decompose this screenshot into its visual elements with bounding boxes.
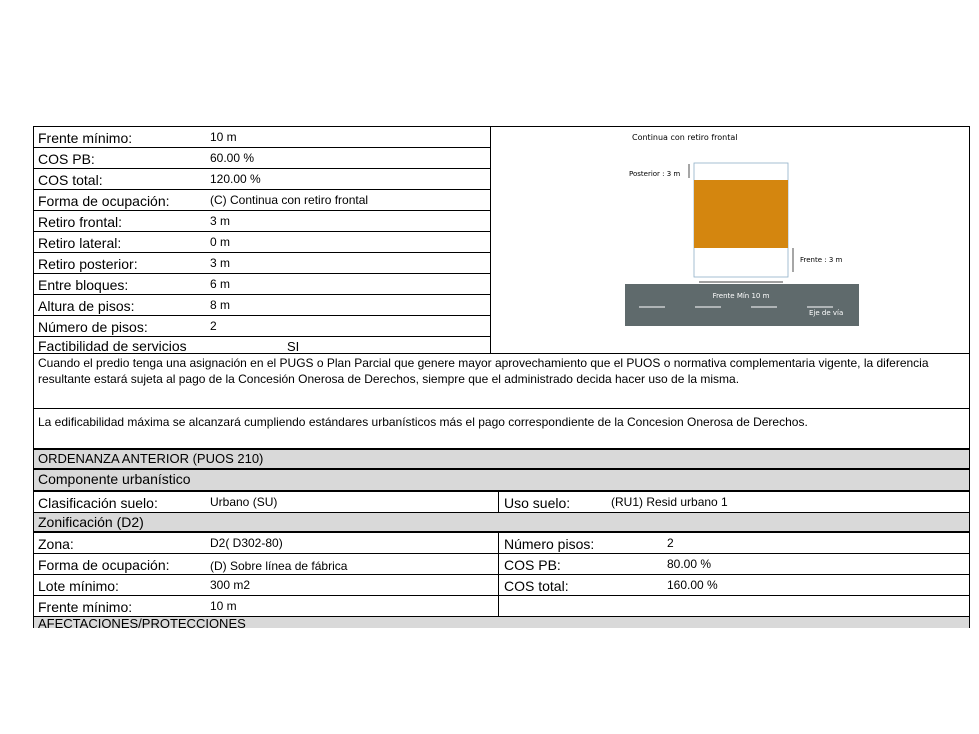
frente-label: Frente : 3 m [800,256,843,264]
eje-label: Eje de vía [809,309,844,317]
param-label: Frente mínimo: [38,130,133,146]
column-divider [498,575,499,595]
num-pisos-value: 2 [667,536,674,550]
param-value: 60.00 % [210,151,255,165]
frente-label: Frente mínimo: [38,599,133,615]
param-label: Retiro frontal: [38,214,123,230]
param-row [33,210,491,231]
factibilidad-label: Factibilidad de servicios [38,338,187,354]
param-label: Altura de pisos: [38,298,135,314]
param-value: 3 m [210,256,231,270]
param-value: 8 m [210,298,231,312]
zona-value: D2( D302-80) [210,536,283,550]
uso-value: (RU1) Resid urbano 1 [611,495,728,509]
param-label: Número de pisos: [38,319,148,335]
param-row [33,273,491,294]
column-divider [498,492,499,512]
componente-header [33,469,970,491]
afectaciones-title: AFECTACIONES/PROTECCIONES [38,616,246,628]
lote-label: Lote mínimo: [38,578,119,594]
posterior-label: Posterior : 3 m [629,170,681,178]
param-row [33,231,491,252]
cos-pb-label: COS PB: [504,557,561,573]
frente-min-label: Frente Mín 10 m [712,292,770,300]
column-divider [498,596,499,616]
clasificacion-value: Urbano (SU) [210,495,278,509]
forma-row [33,553,970,574]
ordenanza-header [33,449,970,469]
param-label: Forma de ocupación: [38,193,170,209]
uso-label: Uso suelo: [504,495,571,511]
cos-pb-value: 80.00 % [667,557,712,571]
lote-value: 300 m2 [210,578,251,592]
factibilidad-row [33,336,491,354]
param-row [33,189,491,210]
param-value: 10 m [210,130,237,144]
param-value: 0 m [210,235,231,249]
forma-label: Forma de ocupación: [38,557,170,573]
diagram-title: Continua con retiro frontal [632,133,738,142]
zoning-sheet [33,126,971,628]
param-value: 3 m [210,214,231,228]
cos-total-label: COS total: [504,578,569,594]
componente-title: Componente urbanístico [38,471,191,487]
factibilidad-value: SI [287,339,300,354]
param-value: 2 [210,319,217,333]
cos-total-value: 160.00 % [667,578,718,592]
param-row [33,315,491,336]
param-value: (C) Continua con retiro frontal [210,193,369,207]
zona-row [33,532,970,553]
zona-label: Zona: [38,536,74,552]
column-divider [498,554,499,574]
frente-row [33,595,970,616]
clasificacion-row [33,491,970,512]
num-pisos-label: Número pisos: [504,536,595,552]
param-row [33,168,491,189]
param-row [33,252,491,273]
param-row [33,147,491,168]
param-label: Entre bloques: [38,277,129,293]
param-label: Retiro lateral: [38,235,122,251]
building-footprint [694,180,788,248]
forma-value: (D) Sobre línea de fábrica [210,559,348,573]
param-label: Retiro posterior: [38,256,138,272]
note-concesion: Cuando el predio tenga una asignación en el PUGS o Plan Parcial que genere mayor aprovechamiento que el PUOS o normativa complementaria vigente, la diferencia resultante estará sujeta al pago de la Concesión Onerosa de Derechos, siempre que el administrado decida hacer uso de la misma. [33,353,970,409]
road [625,284,859,326]
param-row [33,294,491,315]
frente-value: 10 m [210,599,237,613]
zonificacion-header [33,512,970,532]
column-divider [498,533,499,553]
zonificacion-title: Zonificación (D2) [38,514,144,530]
param-row [33,126,491,147]
afectaciones-header [33,616,970,628]
param-value: 120.00 % [210,172,261,186]
param-label: COS total: [38,172,103,188]
parameters-table [33,126,491,354]
lote-row [33,574,970,595]
clasificacion-label: Clasificación suelo: [38,495,158,511]
occupation-diagram [625,126,859,334]
param-label: COS PB: [38,151,95,167]
param-value: 6 m [210,277,231,291]
note-edificabilidad: La edificabilidad máxima se alcanzará cumpliendo estándares urbanísticos más el pago correspondiente de la Concesion Onerosa de Derechos. [33,409,970,449]
ordenanza-title: ORDENANZA ANTERIOR (PUOS 210) [38,451,264,466]
